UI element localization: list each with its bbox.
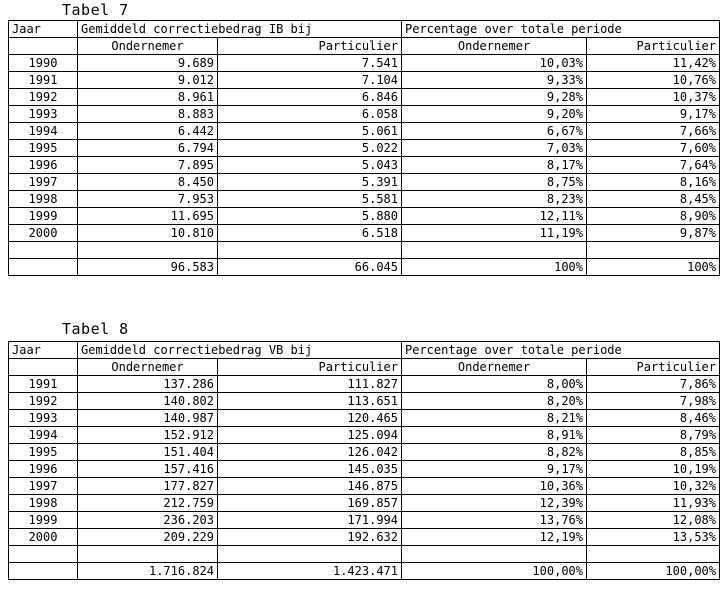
table-row bbox=[9, 461, 720, 478]
year-cell: 1995 bbox=[9, 444, 78, 461]
value-cell: 8.961 bbox=[78, 89, 218, 106]
value-cell: 8,46% bbox=[587, 410, 720, 427]
year-header: Jaar bbox=[9, 21, 78, 38]
empty-cell bbox=[9, 242, 78, 259]
value-cell: 113.651 bbox=[218, 393, 402, 410]
subheader-cell: Particulier bbox=[587, 38, 720, 55]
value-cell: 8,21% bbox=[402, 410, 587, 427]
value-cell: 6.518 bbox=[218, 225, 402, 242]
table-row bbox=[9, 225, 720, 242]
empty-cell bbox=[9, 546, 78, 563]
value-cell: 8,16% bbox=[587, 174, 720, 191]
total-cell: 100,00% bbox=[402, 563, 587, 580]
value-cell: 8,20% bbox=[402, 393, 587, 410]
totals-row bbox=[9, 563, 720, 580]
table-row bbox=[9, 72, 720, 89]
table-row bbox=[9, 208, 720, 225]
value-cell: 7,66% bbox=[587, 123, 720, 140]
year-cell: 1992 bbox=[9, 393, 78, 410]
year-cell: 1995 bbox=[9, 140, 78, 157]
subheader-cell: Particulier bbox=[218, 359, 402, 376]
value-cell: 8,00% bbox=[402, 376, 587, 393]
table-row bbox=[9, 157, 720, 174]
value-cell: 111.827 bbox=[218, 376, 402, 393]
value-cell: 9.012 bbox=[78, 72, 218, 89]
table7-caption: Tabel 7 bbox=[62, 1, 129, 19]
table-row bbox=[9, 427, 720, 444]
value-cell: 7,64% bbox=[587, 157, 720, 174]
value-cell: 6.442 bbox=[78, 123, 218, 140]
totals-row bbox=[9, 259, 720, 276]
value-cell: 12,39% bbox=[402, 495, 587, 512]
total-cell: 100% bbox=[402, 259, 587, 276]
table8-caption: Tabel 8 bbox=[62, 320, 129, 338]
total-cell: 100% bbox=[587, 259, 720, 276]
value-cell: 12,19% bbox=[402, 529, 587, 546]
value-cell: 137.286 bbox=[78, 376, 218, 393]
value-cell: 8,17% bbox=[402, 157, 587, 174]
value-cell: 9,33% bbox=[402, 72, 587, 89]
value-cell: 9,17% bbox=[587, 106, 720, 123]
empty-cell bbox=[402, 546, 587, 563]
table-row bbox=[9, 174, 720, 191]
value-cell: 146.875 bbox=[218, 478, 402, 495]
total-cell: 100,00% bbox=[587, 563, 720, 580]
value-cell: 8,85% bbox=[587, 444, 720, 461]
table-row bbox=[9, 191, 720, 208]
subheader-cell: Particulier bbox=[218, 38, 402, 55]
table-7 bbox=[8, 20, 720, 276]
value-cell: 7,60% bbox=[587, 140, 720, 157]
year-cell: 2000 bbox=[9, 529, 78, 546]
value-cell: 125.094 bbox=[218, 427, 402, 444]
table-row bbox=[9, 376, 720, 393]
blank-row bbox=[9, 242, 720, 259]
value-cell: 7.541 bbox=[218, 55, 402, 72]
value-cell: 12,11% bbox=[402, 208, 587, 225]
table-row bbox=[9, 89, 720, 106]
value-cell: 8,23% bbox=[402, 191, 587, 208]
value-cell: 8.883 bbox=[78, 106, 218, 123]
table-row bbox=[9, 495, 720, 512]
subheader-cell: Particulier bbox=[587, 359, 720, 376]
total-cell: 1.423.471 bbox=[218, 563, 402, 580]
year-cell: 1998 bbox=[9, 191, 78, 208]
value-cell: 8.450 bbox=[78, 174, 218, 191]
value-cell: 152.912 bbox=[78, 427, 218, 444]
total-cell: 96.583 bbox=[78, 259, 218, 276]
total-cell: 1.716.824 bbox=[78, 563, 218, 580]
year-cell: 1991 bbox=[9, 72, 78, 89]
subheader-row bbox=[9, 38, 720, 55]
empty-cell bbox=[218, 242, 402, 259]
value-cell: 120.465 bbox=[218, 410, 402, 427]
year-cell: 1997 bbox=[9, 478, 78, 495]
year-cell: 1990 bbox=[9, 55, 78, 72]
value-cell: 212.759 bbox=[78, 495, 218, 512]
value-cell: 9.689 bbox=[78, 55, 218, 72]
year-cell: 1996 bbox=[9, 461, 78, 478]
subheader-row bbox=[9, 359, 720, 376]
value-cell: 236.203 bbox=[78, 512, 218, 529]
value-cell: 7.104 bbox=[218, 72, 402, 89]
value-cell: 11,42% bbox=[587, 55, 720, 72]
value-cell: 8,75% bbox=[402, 174, 587, 191]
value-cell: 171.994 bbox=[218, 512, 402, 529]
table-row bbox=[9, 123, 720, 140]
value-cell: 10.810 bbox=[78, 225, 218, 242]
value-cell: 145.035 bbox=[218, 461, 402, 478]
value-cell: 10,37% bbox=[587, 89, 720, 106]
table-row bbox=[9, 512, 720, 529]
value-cell: 10,36% bbox=[402, 478, 587, 495]
value-cell: 5.391 bbox=[218, 174, 402, 191]
year-cell: 1999 bbox=[9, 512, 78, 529]
percentage-header: Percentage over totale periode bbox=[402, 342, 720, 359]
value-cell: 5.581 bbox=[218, 191, 402, 208]
value-cell: 12,08% bbox=[587, 512, 720, 529]
value-cell: 9,87% bbox=[587, 225, 720, 242]
year-cell: 1991 bbox=[9, 376, 78, 393]
table-row bbox=[9, 55, 720, 72]
value-cell: 169.857 bbox=[218, 495, 402, 512]
table-row bbox=[9, 410, 720, 427]
percentage-header: Percentage over totale periode bbox=[402, 21, 720, 38]
value-cell: 177.827 bbox=[78, 478, 218, 495]
value-cell: 209.229 bbox=[78, 529, 218, 546]
table-8 bbox=[8, 341, 720, 580]
empty-cell bbox=[9, 359, 78, 376]
empty-cell bbox=[9, 38, 78, 55]
value-cell: 140.987 bbox=[78, 410, 218, 427]
value-cell: 7,86% bbox=[587, 376, 720, 393]
empty-cell bbox=[587, 546, 720, 563]
year-cell: 1997 bbox=[9, 174, 78, 191]
table-row bbox=[9, 393, 720, 410]
table-row bbox=[9, 529, 720, 546]
value-cell: 7.895 bbox=[78, 157, 218, 174]
year-cell: 2000 bbox=[9, 225, 78, 242]
value-cell: 6,67% bbox=[402, 123, 587, 140]
table-row bbox=[9, 478, 720, 495]
value-cell: 8,91% bbox=[402, 427, 587, 444]
value-cell: 9,17% bbox=[402, 461, 587, 478]
value-cell: 10,76% bbox=[587, 72, 720, 89]
subheader-cell: Ondernemer bbox=[78, 38, 218, 55]
value-cell: 7.953 bbox=[78, 191, 218, 208]
total-cell: 66.045 bbox=[218, 259, 402, 276]
year-cell: 1996 bbox=[9, 157, 78, 174]
header-row bbox=[9, 21, 720, 38]
value-cell: 8,82% bbox=[402, 444, 587, 461]
value-cell: 11,19% bbox=[402, 225, 587, 242]
value-cell: 5.880 bbox=[218, 208, 402, 225]
empty-cell bbox=[78, 546, 218, 563]
value-cell: 5.061 bbox=[218, 123, 402, 140]
table-row bbox=[9, 444, 720, 461]
value-cell: 8,45% bbox=[587, 191, 720, 208]
subheader-cell: Ondernemer bbox=[402, 38, 587, 55]
year-cell: 1992 bbox=[9, 89, 78, 106]
subheader-cell: Ondernemer bbox=[402, 359, 587, 376]
value-cell: 5.043 bbox=[218, 157, 402, 174]
value-cell: 6.058 bbox=[218, 106, 402, 123]
value-cell: 9,20% bbox=[402, 106, 587, 123]
value-cell: 11.695 bbox=[78, 208, 218, 225]
value-cell: 151.404 bbox=[78, 444, 218, 461]
empty-cell bbox=[9, 259, 78, 276]
value-cell: 7,98% bbox=[587, 393, 720, 410]
value-cell: 10,32% bbox=[587, 478, 720, 495]
subheader-cell: Ondernemer bbox=[78, 359, 218, 376]
table-row bbox=[9, 140, 720, 157]
year-cell: 1993 bbox=[9, 106, 78, 123]
value-cell: 6.846 bbox=[218, 89, 402, 106]
value-cell: 7,03% bbox=[402, 140, 587, 157]
empty-cell bbox=[78, 242, 218, 259]
value-cell: 10,03% bbox=[402, 55, 587, 72]
value-cell: 13,76% bbox=[402, 512, 587, 529]
year-cell: 1994 bbox=[9, 427, 78, 444]
blank-row bbox=[9, 546, 720, 563]
year-cell: 1993 bbox=[9, 410, 78, 427]
value-cell: 8,90% bbox=[587, 208, 720, 225]
year-cell: 1998 bbox=[9, 495, 78, 512]
value-cell: 140.802 bbox=[78, 393, 218, 410]
empty-cell bbox=[218, 546, 402, 563]
value-cell: 8,79% bbox=[587, 427, 720, 444]
correction-amount-header: Gemiddeld correctiebedrag IB bij bbox=[78, 21, 402, 38]
value-cell: 6.794 bbox=[78, 140, 218, 157]
value-cell: 5.022 bbox=[218, 140, 402, 157]
header-row bbox=[9, 342, 720, 359]
value-cell: 157.416 bbox=[78, 461, 218, 478]
empty-cell bbox=[402, 242, 587, 259]
empty-cell bbox=[9, 563, 78, 580]
value-cell: 126.042 bbox=[218, 444, 402, 461]
table-row bbox=[9, 106, 720, 123]
value-cell: 9,28% bbox=[402, 89, 587, 106]
year-cell: 1994 bbox=[9, 123, 78, 140]
empty-cell bbox=[587, 242, 720, 259]
value-cell: 13,53% bbox=[587, 529, 720, 546]
year-header: Jaar bbox=[9, 342, 78, 359]
year-cell: 1999 bbox=[9, 208, 78, 225]
value-cell: 192.632 bbox=[218, 529, 402, 546]
value-cell: 10,19% bbox=[587, 461, 720, 478]
value-cell: 11,93% bbox=[587, 495, 720, 512]
correction-amount-header: Gemiddeld correctiebedrag VB bij bbox=[78, 342, 402, 359]
